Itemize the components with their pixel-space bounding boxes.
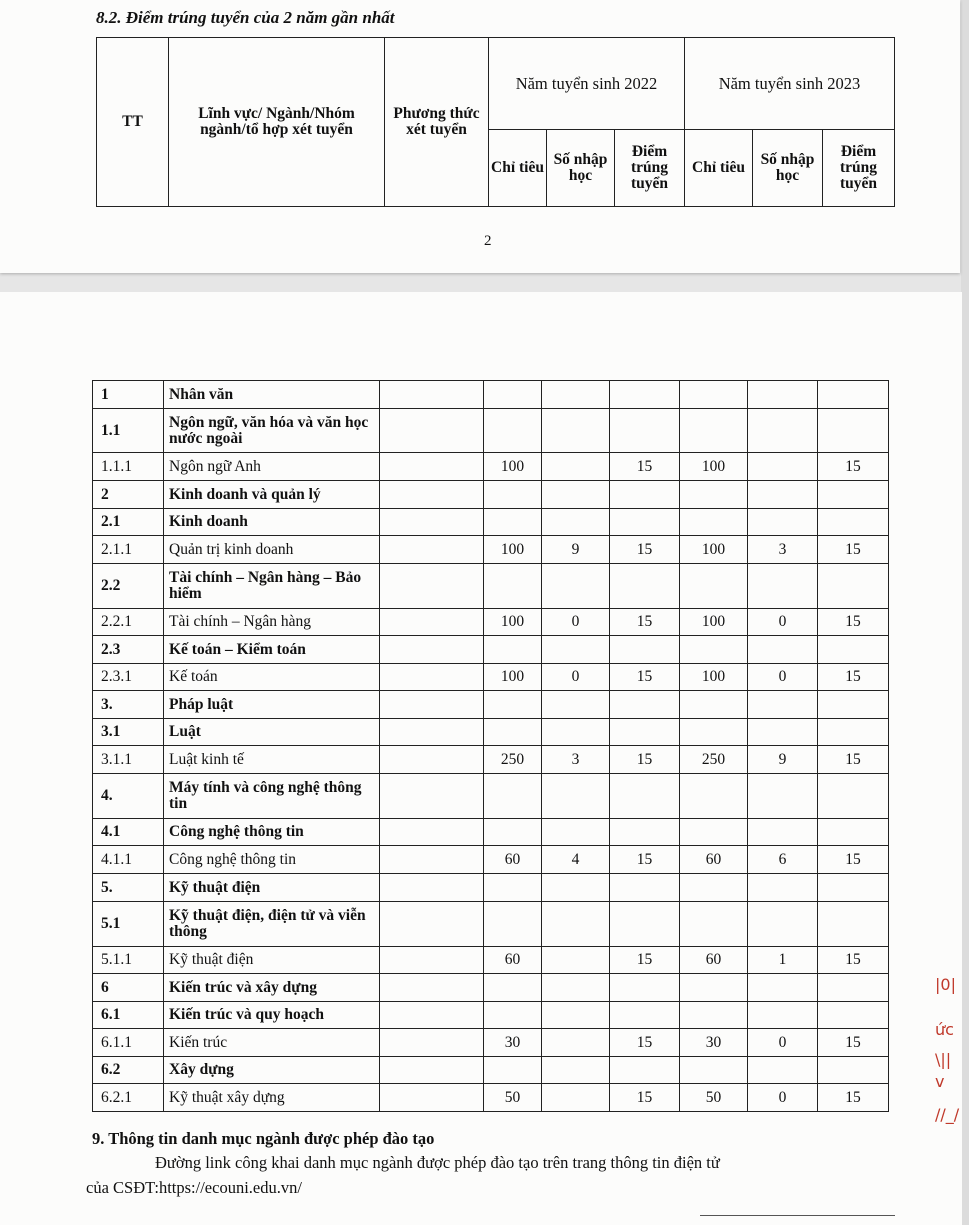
row-enrolled-2023-cell [748,874,818,902]
row-score-2022-cell: 15 [610,846,680,874]
row-score-2023-cell [818,481,889,509]
row-name-cell: Kiến trúc [164,1029,380,1057]
row-score-2023-cell: 15 [818,453,889,481]
row-score-2023-cell [818,409,889,453]
row-score-2022-cell [610,409,680,453]
row-quota-2023-cell [680,819,748,846]
row-quota-2022-cell [484,636,542,664]
row-tt-cell: 1.1.1 [93,453,164,481]
row-score-2022-cell [610,774,680,819]
col-header-tt: TT [97,38,169,207]
row-name-cell: Kinh doanh và quản lý [164,481,380,509]
col-header-score-2023: Điểm trúng tuyển [823,130,895,207]
row-enrolled-2022-cell [542,1084,610,1112]
row-enrolled-2022-cell [542,691,610,719]
row-quota-2023-cell [680,974,748,1002]
row-enrolled-2023-cell [748,409,818,453]
table-group-row [93,974,889,1002]
row-quota-2022-cell [484,691,542,719]
table-group-row [93,774,889,819]
row-quota-2022-cell: 50 [484,1084,542,1112]
table-group-row [93,1002,889,1029]
row-enrolled-2022-cell [542,409,610,453]
row-quota-2022-cell [484,819,542,846]
row-enrolled-2022-cell [542,1002,610,1029]
row-tt-cell: 2.2.1 [93,609,164,636]
row-tt-cell: 4.1 [93,819,164,846]
row-score-2022-cell: 15 [610,536,680,564]
row-score-2023-cell: 15 [818,1029,889,1057]
section-9-text-line-1: Đường link công khai danh mục ngành được phép đào tạo trên trang thông tin điện tử [155,1153,720,1172]
row-quota-2023-cell [680,409,748,453]
row-quota-2023-cell [680,874,748,902]
row-quota-2023-cell [680,381,748,409]
row-name-cell: Tài chính – Ngân hàng – Bảo hiểm [164,564,380,609]
row-quota-2022-cell: 30 [484,1029,542,1057]
row-quota-2022-cell [484,902,542,947]
page-number: 2 [484,233,492,249]
col-header-method: Phương thức xét tuyển [385,38,489,207]
row-enrolled-2023-cell [748,719,818,746]
row-name-cell: Công nghệ thông tin [164,846,380,874]
margin-mark: \|| [935,1050,952,1069]
row-tt-cell: 3.1 [93,719,164,746]
window-right-edge [961,0,969,1225]
table-group-row [93,691,889,719]
table-row [93,947,889,974]
section-9-text-line-2: của CSĐT:https://ecouni.edu.vn/ [86,1178,302,1197]
admission-score-table-body [92,380,889,1112]
document-page-1 [0,0,960,273]
row-score-2022-cell: 15 [610,1029,680,1057]
row-quota-2023-cell [680,564,748,609]
table-group-row [93,902,889,947]
row-method-cell [380,409,484,453]
row-name-cell: Ngôn ngữ, văn hóa và văn học nước ngoài [164,409,380,453]
row-quota-2023-cell: 50 [680,1084,748,1112]
row-score-2023-cell: 15 [818,536,889,564]
table-group-row [93,1057,889,1084]
row-method-cell [380,536,484,564]
table-group-row [93,381,889,409]
row-enrolled-2023-cell: 6 [748,846,818,874]
row-score-2023-cell [818,974,889,1002]
row-enrolled-2022-cell [542,1029,610,1057]
row-tt-cell: 3. [93,691,164,719]
table-group-row [93,509,889,536]
row-enrolled-2023-cell [748,774,818,819]
row-quota-2023-cell [680,481,748,509]
row-name-cell: Quản trị kinh doanh [164,536,380,564]
row-name-cell: Công nghệ thông tin [164,819,380,846]
row-enrolled-2022-cell [542,509,610,536]
row-tt-cell: 5. [93,874,164,902]
row-enrolled-2023-cell [748,691,818,719]
row-enrolled-2023-cell: 0 [748,1084,818,1112]
row-score-2022-cell: 15 [610,1084,680,1112]
row-score-2023-cell [818,1057,889,1084]
table-group-row [93,636,889,664]
table-group-row [93,409,889,453]
row-name-cell: Ngôn ngữ Anh [164,453,380,481]
row-method-cell [380,453,484,481]
row-quota-2023-cell [680,691,748,719]
row-quota-2023-cell: 60 [680,947,748,974]
row-score-2023-cell [818,1002,889,1029]
row-quota-2023-cell: 100 [680,536,748,564]
col-header-enrolled-2023: Số nhập học [753,130,823,207]
admission-score-table-header [96,37,895,207]
table-row [93,1084,889,1112]
row-quota-2022-cell [484,974,542,1002]
row-enrolled-2023-cell [748,481,818,509]
row-score-2022-cell [610,719,680,746]
row-score-2022-cell [610,902,680,947]
row-method-cell [380,874,484,902]
row-quota-2023-cell: 60 [680,846,748,874]
margin-mark: |0| [935,975,956,994]
row-name-cell: Kế toán – Kiểm toán [164,636,380,664]
row-score-2022-cell: 15 [610,453,680,481]
row-name-cell: Tài chính – Ngân hàng [164,609,380,636]
row-method-cell [380,746,484,774]
row-enrolled-2022-cell: 0 [542,664,610,691]
row-method-cell [380,664,484,691]
row-enrolled-2022-cell: 0 [542,609,610,636]
row-enrolled-2023-cell [748,819,818,846]
row-method-cell [380,974,484,1002]
row-enrolled-2023-cell [748,381,818,409]
row-tt-cell: 1 [93,381,164,409]
row-method-cell [380,481,484,509]
row-enrolled-2022-cell: 3 [542,746,610,774]
row-name-cell: Kỹ thuật điện [164,874,380,902]
row-score-2023-cell [818,819,889,846]
row-tt-cell: 4.1.1 [93,846,164,874]
row-tt-cell: 6 [93,974,164,1002]
row-score-2023-cell [818,902,889,947]
row-tt-cell: 2.3 [93,636,164,664]
col-header-year-2022: Năm tuyển sinh 2022 [489,38,685,130]
row-score-2023-cell [818,774,889,819]
row-quota-2022-cell: 60 [484,846,542,874]
row-tt-cell: 2 [93,481,164,509]
row-tt-cell: 6.2 [93,1057,164,1084]
table-group-row [93,819,889,846]
row-name-cell: Kỹ thuật điện, điện tử và viễn thông [164,902,380,947]
col-header-field: Lĩnh vực/ Ngành/Nhóm ngành/tổ hợp xét tuyển [169,38,385,207]
row-tt-cell: 2.1 [93,509,164,536]
row-quota-2022-cell: 100 [484,536,542,564]
row-enrolled-2023-cell: 0 [748,1029,818,1057]
row-enrolled-2022-cell [542,902,610,947]
row-score-2022-cell: 15 [610,947,680,974]
row-name-cell: Kỹ thuật điện [164,947,380,974]
row-enrolled-2023-cell [748,509,818,536]
row-method-cell [380,947,484,974]
row-score-2022-cell [610,1057,680,1084]
row-name-cell: Luật [164,719,380,746]
row-method-cell [380,1029,484,1057]
row-name-cell: Luật kinh tế [164,746,380,774]
row-score-2023-cell [818,509,889,536]
row-score-2023-cell: 15 [818,664,889,691]
row-quota-2022-cell [484,381,542,409]
row-quota-2022-cell [484,874,542,902]
row-quota-2023-cell [680,902,748,947]
row-enrolled-2023-cell [748,453,818,481]
row-score-2022-cell [610,874,680,902]
row-method-cell [380,1002,484,1029]
row-enrolled-2022-cell: 4 [542,846,610,874]
row-tt-cell: 2.2 [93,564,164,609]
row-tt-cell: 6.1 [93,1002,164,1029]
row-enrolled-2023-cell [748,974,818,1002]
row-enrolled-2023-cell: 3 [748,536,818,564]
row-quota-2023-cell [680,509,748,536]
margin-mark: v [935,1072,945,1091]
row-quota-2022-cell [484,774,542,819]
table-group-row [93,874,889,902]
row-score-2023-cell: 15 [818,609,889,636]
row-quota-2022-cell: 100 [484,609,542,636]
row-quota-2023-cell: 30 [680,1029,748,1057]
row-quota-2022-cell: 100 [484,664,542,691]
row-enrolled-2023-cell [748,636,818,664]
row-enrolled-2023-cell: 1 [748,947,818,974]
row-name-cell: Nhân văn [164,381,380,409]
row-enrolled-2022-cell [542,819,610,846]
row-score-2023-cell: 15 [818,746,889,774]
row-enrolled-2023-cell: 0 [748,664,818,691]
row-enrolled-2023-cell: 9 [748,746,818,774]
row-enrolled-2023-cell [748,1057,818,1084]
row-enrolled-2022-cell [542,381,610,409]
row-method-cell [380,774,484,819]
row-enrolled-2023-cell: 0 [748,609,818,636]
row-tt-cell: 5.1 [93,902,164,947]
row-name-cell: Kiến trúc và quy hoạch [164,1002,380,1029]
row-method-cell [380,609,484,636]
row-quota-2022-cell [484,1057,542,1084]
col-header-quota-2022: Chỉ tiêu [489,130,547,207]
row-quota-2023-cell [680,1002,748,1029]
row-tt-cell: 1.1 [93,409,164,453]
row-score-2022-cell [610,691,680,719]
row-enrolled-2022-cell [542,874,610,902]
row-score-2022-cell [610,974,680,1002]
table-row [93,1029,889,1057]
table-row [93,609,889,636]
row-enrolled-2022-cell [542,774,610,819]
table-row [93,536,889,564]
row-name-cell: Máy tính và công nghệ thông tin [164,774,380,819]
row-name-cell: Kế toán [164,664,380,691]
row-name-cell: Pháp luật [164,691,380,719]
row-method-cell [380,719,484,746]
row-quota-2023-cell [680,636,748,664]
row-tt-cell: 2.1.1 [93,536,164,564]
table-row [93,453,889,481]
row-method-cell [380,902,484,947]
row-tt-cell: 4. [93,774,164,819]
margin-mark: //_/ [935,1105,960,1124]
row-tt-cell: 6.1.1 [93,1029,164,1057]
row-score-2022-cell [610,636,680,664]
row-quota-2023-cell [680,719,748,746]
row-score-2022-cell [610,481,680,509]
row-score-2022-cell [610,509,680,536]
row-quota-2022-cell [484,409,542,453]
row-quota-2022-cell [484,719,542,746]
row-enrolled-2022-cell [542,481,610,509]
row-quota-2022-cell: 100 [484,453,542,481]
row-enrolled-2023-cell [748,564,818,609]
row-method-cell [380,1084,484,1112]
row-method-cell [380,846,484,874]
row-score-2023-cell: 15 [818,947,889,974]
row-quota-2022-cell: 60 [484,947,542,974]
row-quota-2023-cell: 100 [680,664,748,691]
page-bottom-rule [700,1215,895,1216]
row-enrolled-2022-cell [542,947,610,974]
table-group-row [93,719,889,746]
table-group-row [93,481,889,509]
row-method-cell [380,636,484,664]
row-tt-cell: 5.1.1 [93,947,164,974]
row-quota-2023-cell [680,774,748,819]
row-quota-2022-cell: 250 [484,746,542,774]
row-enrolled-2022-cell [542,453,610,481]
section-heading-8-2: 8.2. Điểm trúng tuyển của 2 năm gần nhất [96,8,395,27]
row-enrolled-2022-cell [542,719,610,746]
row-name-cell: Kinh doanh [164,509,380,536]
row-method-cell [380,691,484,719]
row-quota-2023-cell: 250 [680,746,748,774]
row-score-2022-cell: 15 [610,746,680,774]
row-enrolled-2022-cell [542,636,610,664]
row-score-2023-cell [818,636,889,664]
row-method-cell [380,819,484,846]
row-method-cell [380,381,484,409]
row-enrolled-2022-cell [542,564,610,609]
row-method-cell [380,564,484,609]
row-score-2023-cell: 15 [818,1084,889,1112]
row-enrolled-2023-cell [748,1002,818,1029]
row-quota-2023-cell: 100 [680,453,748,481]
row-enrolled-2022-cell [542,1057,610,1084]
row-score-2023-cell [818,691,889,719]
row-score-2023-cell: 15 [818,846,889,874]
row-quota-2022-cell [484,509,542,536]
row-quota-2022-cell [484,1002,542,1029]
row-quota-2023-cell: 100 [680,609,748,636]
row-method-cell [380,509,484,536]
row-score-2022-cell [610,819,680,846]
row-quota-2022-cell [484,481,542,509]
row-score-2022-cell [610,1002,680,1029]
col-header-score-2022: Điểm trúng tuyển [615,130,685,207]
row-score-2022-cell: 15 [610,664,680,691]
row-score-2023-cell [818,874,889,902]
row-name-cell: Xây dựng [164,1057,380,1084]
row-score-2022-cell [610,381,680,409]
col-header-quota-2023: Chỉ tiêu [685,130,753,207]
margin-mark: ức [935,1020,954,1039]
row-tt-cell: 3.1.1 [93,746,164,774]
row-enrolled-2022-cell: 9 [542,536,610,564]
row-score-2023-cell [818,381,889,409]
row-tt-cell: 2.3.1 [93,664,164,691]
col-header-year-2023: Năm tuyển sinh 2023 [685,38,895,130]
row-quota-2022-cell [484,564,542,609]
col-header-enrolled-2022: Số nhập học [547,130,615,207]
row-tt-cell: 6.2.1 [93,1084,164,1112]
table-row [93,746,889,774]
row-method-cell [380,1057,484,1084]
margin-handwritten-marks [935,975,960,1125]
row-quota-2023-cell [680,1057,748,1084]
row-score-2022-cell [610,564,680,609]
table-row [93,846,889,874]
row-score-2023-cell [818,719,889,746]
row-name-cell: Kỹ thuật xây dựng [164,1084,380,1112]
table-row [93,664,889,691]
row-name-cell: Kiến trúc và xây dựng [164,974,380,1002]
section-heading-9: 9. Thông tin danh mục ngành được phép đào tạo [92,1129,435,1148]
row-enrolled-2022-cell [542,974,610,1002]
table-group-row [93,564,889,609]
row-enrolled-2023-cell [748,902,818,947]
row-score-2022-cell: 15 [610,609,680,636]
row-score-2023-cell [818,564,889,609]
